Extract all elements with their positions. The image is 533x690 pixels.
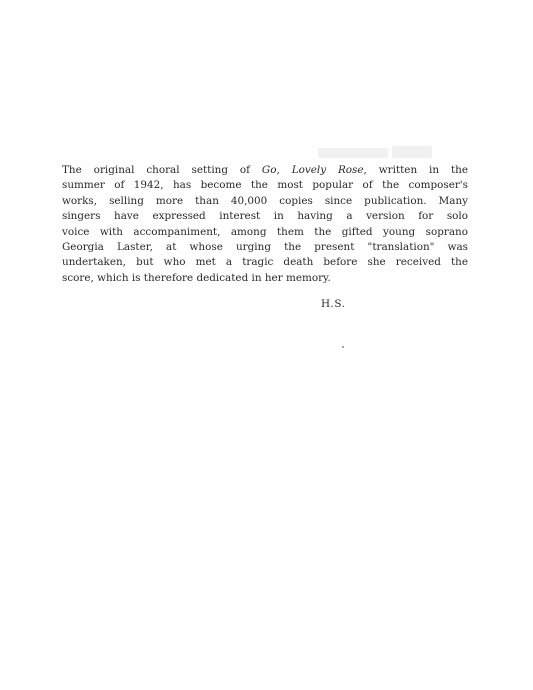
note-text: The original choral setting of: [62, 164, 262, 176]
bleed-through-mark: [392, 146, 432, 158]
dedication-note: [62, 163, 468, 286]
note-line-6: Georgia Laster, at whose urging the present "translation" was: [62, 241, 468, 254]
note-line-4: singers have expressed interest in having a version for solo: [62, 210, 468, 223]
note-text: , written in the: [363, 164, 468, 176]
work-title: Go, Lovely Rose: [261, 164, 364, 176]
author-initials: H.S.: [321, 298, 346, 310]
note-line-8: score, which is therefore dedicated in her memory.: [62, 271, 331, 284]
note-line-7: undertaken, but who met a tragic death before she received the: [62, 256, 468, 269]
bleed-through-mark: [318, 148, 388, 158]
note-line-5: voice with accompaniment, among them the gifted young soprano: [62, 225, 468, 238]
note-line-3: works, selling more than 40,000 copies since publication. Many: [62, 194, 468, 207]
note-line-1: [62, 163, 468, 178]
note-line-2: summer of 1942, has become the most popular of the composer's: [62, 179, 468, 192]
page-speck: [342, 346, 344, 348]
